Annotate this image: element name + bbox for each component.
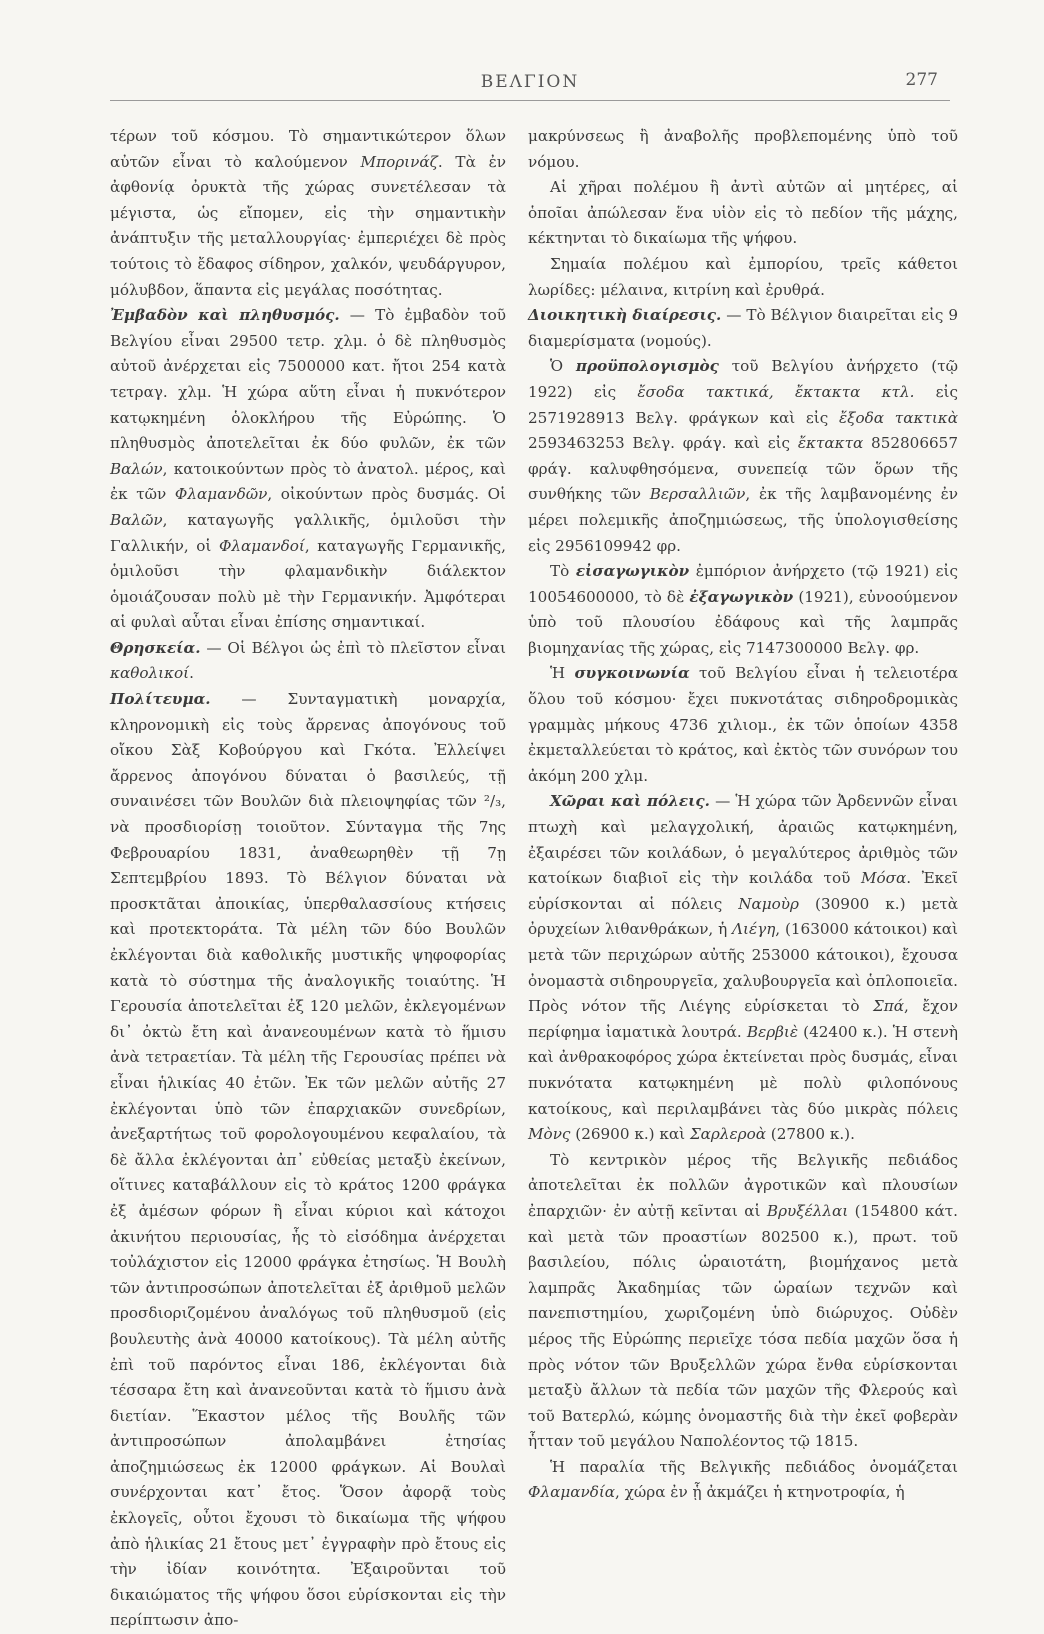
paragraph <box>528 252 958 303</box>
body-text: 852806657 φράγ. καλυφθησόμενα, συνεπείᾳ τῶν ὅρων τῆς συνθήκης τῶν <box>528 434 958 504</box>
section-heading: εἰσαγωγικὸν <box>575 562 690 581</box>
body-text: — Τὸ Βέλγιον διαιρεῖται εἰς 9 διαμερίσματα (νομούς). <box>528 306 959 350</box>
body-text: 2593463253 Βελγ. φράγ. καὶ εἰς <box>528 434 798 453</box>
paragraph <box>110 124 506 303</box>
right-column <box>528 124 958 1506</box>
body-text: — Συνταγματικὴ μοναρχία, κληρονομικὴ εἰς τοὺς ἄρρενας ἀπογόνους τοῦ οἴκου Σὰξ Κοβούργου καὶ Γκότα. Ἐλλείψει ἄρρενος ἀπογόνου δύναται ὁ βασιλεύς, τῇ συναινέσει τῶν Βουλῶν διὰ πλειοψηφίας τῶν ²/₃, νὰ προσδιορίσῃ τοιοῦτον. Σύνταγμα τῆς 7ης Φεβρουαρίου 1831, ἀναθεωρηθὲν τῇ 7ῃ Σεπτεμβρίου 1893. Τὸ Βέλγιον δύναται νὰ προσκτᾶται ἀποικίας, ὑπερθαλασσίους κτήσεις καὶ προτεκτοράτα. Τὰ μέλη τῶν δύο Βουλῶν ἐκλέγονται διὰ καθολικῆς μυστικῆς ψηφοφορίας κατὰ τὸ σύστημα τῆς ἀναλογικῆς τοιαύτης. Ἡ Γερουσία ἀποτελεῖται ἐξ 120 μελῶν, ἐκλεγομένων δι᾽ ὀκτὼ ἔτη καὶ ἀνανεουμένων κατὰ τὸ ἥμισυ ἀνὰ τετραετίαν. Τὰ μέλη τῆς Γερουσίας πρέπει νὰ εἶναι ἡλικίας 40 ἐτῶν. Ἐκ τῶν μελῶν αὐτῆς 27 ἐκλέγονται ὑπὸ τῶν ἐπαρχιακῶν συνεδρίων, ἀνεξαρτήτως τοῦ φορολογουμένου κεφαλαίου, τὰ δὲ ἄλλα ἐκλέγονται ἀπ᾽ εὐθείας μεταξὺ ἐκείνων, οἵτινες καταβάλλουν εἰς τὸ κράτος 1200 φράγκα ἐξ ἀμέσων φόρων ἢ εἶναι κύριοι καὶ κάτοχοι ἀκινήτου περιουσίας, ἧς τὸ εἰσόδημα ἀνέρχεται τοὐλάχιστον εἰς 12000 φράγκα ἐτησίως. Ἡ Βουλὴ τῶν ἀντιπροσώπων ἀποτελεῖται ἐξ ἀριθμοῦ μελῶν προσδιοριζομένου ἀναλόγως τοῦ πληθυσμοῦ (εἰς βουλευτὴς ἀνὰ 40000 κατοίκους). Τὰ μέλη αὐτῆς ἐπὶ τοῦ παρόντος εἶναι 186, ἐκλέγονται διὰ τέσσαρα ἔτη καὶ ἀνανεοῦνται κατὰ τὸ ἥμισυ ἀνὰ διετίαν. Ἕκαστον μέλος τῆς Βουλῆς τῶν ἀντιπροσώπων ἀπολαμβάνει ἐτησίας ἀποζημιώσεως ἐκ 12000 φράγκων. Αἱ Βουλαὶ συνέρχονται κατ᾽ ἔτος. Ὅσον ἀφορᾷ τοὺς ἐκλογεῖς, οὗτοι ἔχουσι τὸ δικαίωμα τῆς ψήφου ἀπὸ ἡλικίας 21 ἔτους μετ᾽ ἐγγραφὴν πρὸ ἔτους εἰς τὴν ἰδίαν κοινότητα. Ἐξαιροῦνται τοῦ δικαιώματος τῆς ψήφου ὅσοι εὑρίσκονται εἰς τὴν περίπτωσιν ἀπο- <box>110 690 506 1630</box>
body-text: , καταγωγῆς Γερμανικῆς, ὁμιλοῦσι τὴν φλαμανδικὴν διάλεκτον ὁμοιάζουσαν πολὺ μὲ τὴν Γερμανικήν. Ἀμφότεραι αἱ φυλαὶ αὗται εἶναι ἐπίσης σημαντικαί. <box>110 536 507 632</box>
body-text: , χώρα ἐν ᾗ ἀκμάζει ἡ κτηνοτροφία, ἡ <box>615 1483 905 1502</box>
body-text: — Ἡ χώρα τῶν Ἀρδεννῶν εἶναι πτωχὴ καὶ μελαγχολική, ἀραιῶς κατῳκημένη, ἐξαιρέσει τῶν κοιλάδων, ὁ μεγαλύτερος ἀριθμὸς τῶν κατοίκων διαβιοῖ εἰς τὴν κοιλάδα τοῦ <box>528 792 959 888</box>
paragraph <box>528 303 958 354</box>
body-text: , ἐκ τῆς λαμβανομένης ἐν μέρει πολεμικῆς ἀποζημιώσεως, τῆς ὑπολογισθείσης εἰς 2956109942 φρ. <box>528 485 958 555</box>
page-header <box>110 70 950 101</box>
emphasis-text: Φλαμανδῶν <box>174 485 268 504</box>
body-text: Τὸ <box>550 562 576 581</box>
paragraph <box>528 661 958 789</box>
emphasis-text: ἔσοδα τακτικά, ἔκτακτα κτλ. <box>637 382 915 401</box>
paragraph <box>110 636 506 687</box>
body-text: — Οἱ Βέλγοι ὡς ἐπὶ τὸ πλεῖστον εἶναι <box>200 638 506 657</box>
emphasis-text: Ναμοὺρ <box>738 894 799 913</box>
body-text: (154800 κάτ. καὶ μετὰ τῶν προαστίων 802500 κ.), πρωτ. τοῦ βασιλείου, πόλις ὡραιοτάτη, βιομήχανος μετὰ λαμπρᾶς Ἀκαδημίας τῶν ὡραίων τεχνῶν καὶ πανεπιστημίου, χωριζομένη ὑπὸ διώρυχος. Οὐδὲν μέρος τῆς Εὐρώπης περιεῖχε τόσα πεδία μαχῶν ὅσα ἡ πρὸς νότον τῶν Βρυξελλῶν χώρα ἔνθα εὑρίσκονται μεταξὺ ἄλλων τὰ πεδία τῶν μαχῶν τῆς Φλερούς καὶ τοῦ Βατερλώ, κώμης ὀνομαστῆς διὰ τὴν ἐκεῖ φοβερὰν ἧτταν τοῦ μεγάλου Ναπολέοντος τῷ 1815. <box>528 1201 958 1451</box>
body-text: , οἰκούντων πρὸς δυσμάς. Οἱ <box>267 485 506 504</box>
body-text: , κατοικούντων πρὸς τὸ ἀνατολ. μέρος, καὶ ἐκ τῶν <box>110 459 506 504</box>
left-column <box>110 124 506 1634</box>
section-heading: Ἐμβαδὸν καὶ πληθυσμός. <box>110 306 340 325</box>
body-text: (42400 κ.). Ἡ στενὴ καὶ ἀνθρακοφόρος χώρα ἐκτείνεται πρὸς δυσμάς, εἶναι πυκνότατα κατῳκημένη μὲ πολὺ φιλοπόνους κατοίκους, καὶ περιλαμβάνει τὰς δύο μικρὰς πόλεις <box>528 1022 958 1118</box>
emphasis-text: Μὸνς <box>528 1125 571 1144</box>
body-text: . Ἐκεῖ εὑρίσκονται αἱ πόλεις <box>528 869 958 913</box>
emphasis-text: καθολικοί <box>110 664 190 683</box>
emphasis-text: Βαλῶν <box>110 510 163 529</box>
section-heading: Διοικητικὴ διαίρεσις. <box>528 306 722 325</box>
emphasis-text: Φλαμανδοί <box>218 536 305 555</box>
emphasis-text: Βερβιὲ <box>746 1022 799 1041</box>
paragraph <box>528 175 958 252</box>
page-number: 277 <box>905 70 938 90</box>
section-heading: ἐξαγωγικὸν <box>689 587 794 606</box>
emphasis-text: Σπά <box>873 997 904 1016</box>
section-heading: προϋπολογισμὸς <box>575 357 719 376</box>
section-heading: Θρησκεία. <box>110 638 201 657</box>
section-heading: Πολίτευμα. <box>110 690 211 709</box>
body-text: ἐμπόριον ἀνήρχετο (τῷ 1921) εἰς 10054600000, τὸ δὲ <box>528 562 958 606</box>
body-text: Αἱ χῆραι πολέμου ἢ ἀντὶ αὐτῶν αἱ μητέρες, αἱ ὁποῖαι ἀπώλεσαν ἕνα υἱὸν εἰς τὸ πεδίον τῆς μάχης, κέκτηνται τὸ δικαίωμα τῆς ψήφου. <box>528 178 958 248</box>
body-text: — Τὸ ἐμβαδὸν τοῦ Βελγίου εἶναι 29500 τετρ. χλμ. ὁ δὲ πληθυσμὸς αὐτοῦ ἀνέρχεται εἰς 7500000 κατ. ἤτοι 254 κατὰ τετραγ. χλμ. Ἡ χώρα αὕτη εἶναι ἡ πυκνότερον κατῳκημένη ὁλοκλήρου τῆς Εὐρώπης. Ὁ πληθυσμὸς ἀποτελεῖται ἐκ δύο φυλῶν, ἐκ τῶν <box>110 306 506 453</box>
body-text: . <box>189 664 194 683</box>
emphasis-text: Μπορινάζ <box>360 152 438 171</box>
emphasis-text: Βαλών <box>110 459 163 478</box>
emphasis-text: Βρυξέλλαι <box>766 1201 849 1220</box>
paragraph <box>528 559 958 661</box>
body-text: Ἡ <box>550 664 575 683</box>
body-text: . Τὰ ἐν ἀφθονίᾳ ὀρυκτὰ τῆς χώρας συνετέλεσαν τὰ μέγιστα, ὡς εἴπομεν, εἰς τὴν σημαντικὴν ἀνάπτυξιν τῆς μεταλλουργίας· ἐμπεριέχει δὲ πρὸς τούτοις τὸ ἔδαφος σίδηρον, χαλκόν, ψευδάργυρον, μόλυβδον, ἅπαντα εἰς μεγάλας ποσότητας. <box>110 152 506 299</box>
section-heading: Χῶραι καὶ πόλεις. <box>550 792 710 811</box>
paragraph <box>110 303 506 636</box>
paragraph <box>528 1148 958 1455</box>
body-text: (1921), εὐνοούμενον ὑπὸ τοῦ πλουσίου ἐδάφους καὶ τῆς λαμπρᾶς βιομηχανίας τῆς χώρας, εἰς 7147300000 Βελγ. φρ. <box>528 587 958 657</box>
emphasis-text: Σαρλεροὰ <box>689 1125 766 1144</box>
running-title: ΒΕΛΓΙΟΝ <box>480 72 580 92</box>
body-text: (27800 κ.). <box>765 1125 855 1144</box>
emphasis-text: ἔκτακτα <box>797 434 864 453</box>
emphasis-text: Φλαμανδία <box>528 1483 616 1502</box>
body-text: τοῦ Βελγίου ἀνήρχετο (τῷ 1922) εἰς <box>528 357 958 401</box>
emphasis-text: ἔξοδα τακτικὰ <box>838 408 958 427</box>
body-text: Ὁ <box>550 357 576 376</box>
body-text: τοῦ Βελγίου εἶναι ἡ τελειοτέρα ὅλου τοῦ κόσμου· ἔχει πυκνοτάτας σιδηροδρομικὰς γραμμὰς μήκους 4736 χιλιομ., ἐκ τῶν ὁποίων 4358 ἐκμεταλλεύεται τὸ κράτος, καὶ ἐκτὸς τῶν συνόρων του ἀκόμη 200 χλμ. <box>528 664 958 785</box>
body-text: (30900 κ.) μετὰ ὀρυχείων λιθανθράκων, ἡ <box>528 894 958 939</box>
body-text: τέρων τοῦ κόσμου. Τὸ σημαντικώτερον ὅλων αὐτῶν εἶναι τὸ καλούμενον <box>110 127 506 171</box>
body-text: Ἡ παραλία τῆς Βελγικῆς πεδιάδος ὀνομάζεται <box>550 1457 958 1476</box>
body-text: Τὸ κεντρικὸν μέρος τῆς Βελγικῆς πεδιάδος ἀποτελεῖται ἐκ πολλῶν ἀγροτικῶν καὶ πλουσίων ἐπαρχιῶν· ἐν αὐτῇ κεῖνται αἱ <box>528 1150 958 1220</box>
paragraph <box>110 687 506 1634</box>
body-text: , (163000 κάτοικοι) καὶ μετὰ τῶν περιχώρων αὐτῆς 253000 κάτοικοι), ἔχουσα ὀνομαστὰ σιδηρουργεῖα, χαλυβουργεῖα καὶ ὁπλοποιεῖα. Πρὸς νότον τῆς Λιέγης εὑρίσκεται τὸ <box>528 920 959 1016</box>
body-text: , ἔχον περίφημα ἰαματικὰ λουτρά. <box>528 997 959 1041</box>
paragraph <box>528 1455 958 1506</box>
paragraph <box>528 789 958 1147</box>
body-text: εἰς 2571928913 Βελγ. φράγκων καὶ εἰς <box>528 382 958 427</box>
paragraph <box>528 354 958 559</box>
section-heading: συγκοινωνία <box>574 664 690 683</box>
body-text: , καταγωγῆς γαλλικῆς, ὁμιλοῦσι τὴν Γαλλικήν, οἱ <box>110 510 506 555</box>
emphasis-text: Λιέγη <box>732 920 776 939</box>
body-text: Σημαία πολέμου καὶ ἐμπορίου, τρεῖς κάθετοι λωρίδες: μέλαινα, κιτρίνη καὶ ἐρυθρά. <box>528 254 958 299</box>
body-text: (26900 κ.) καὶ <box>570 1125 690 1144</box>
emphasis-text: Μόσα <box>860 869 907 888</box>
body-text: μακρύνσεως ἢ ἀναβολῆς προβλεπομένης ὑπὸ τοῦ νόμου. <box>528 127 958 171</box>
paragraph <box>528 124 958 175</box>
emphasis-text: Βερσαλλιῶν <box>649 485 746 504</box>
